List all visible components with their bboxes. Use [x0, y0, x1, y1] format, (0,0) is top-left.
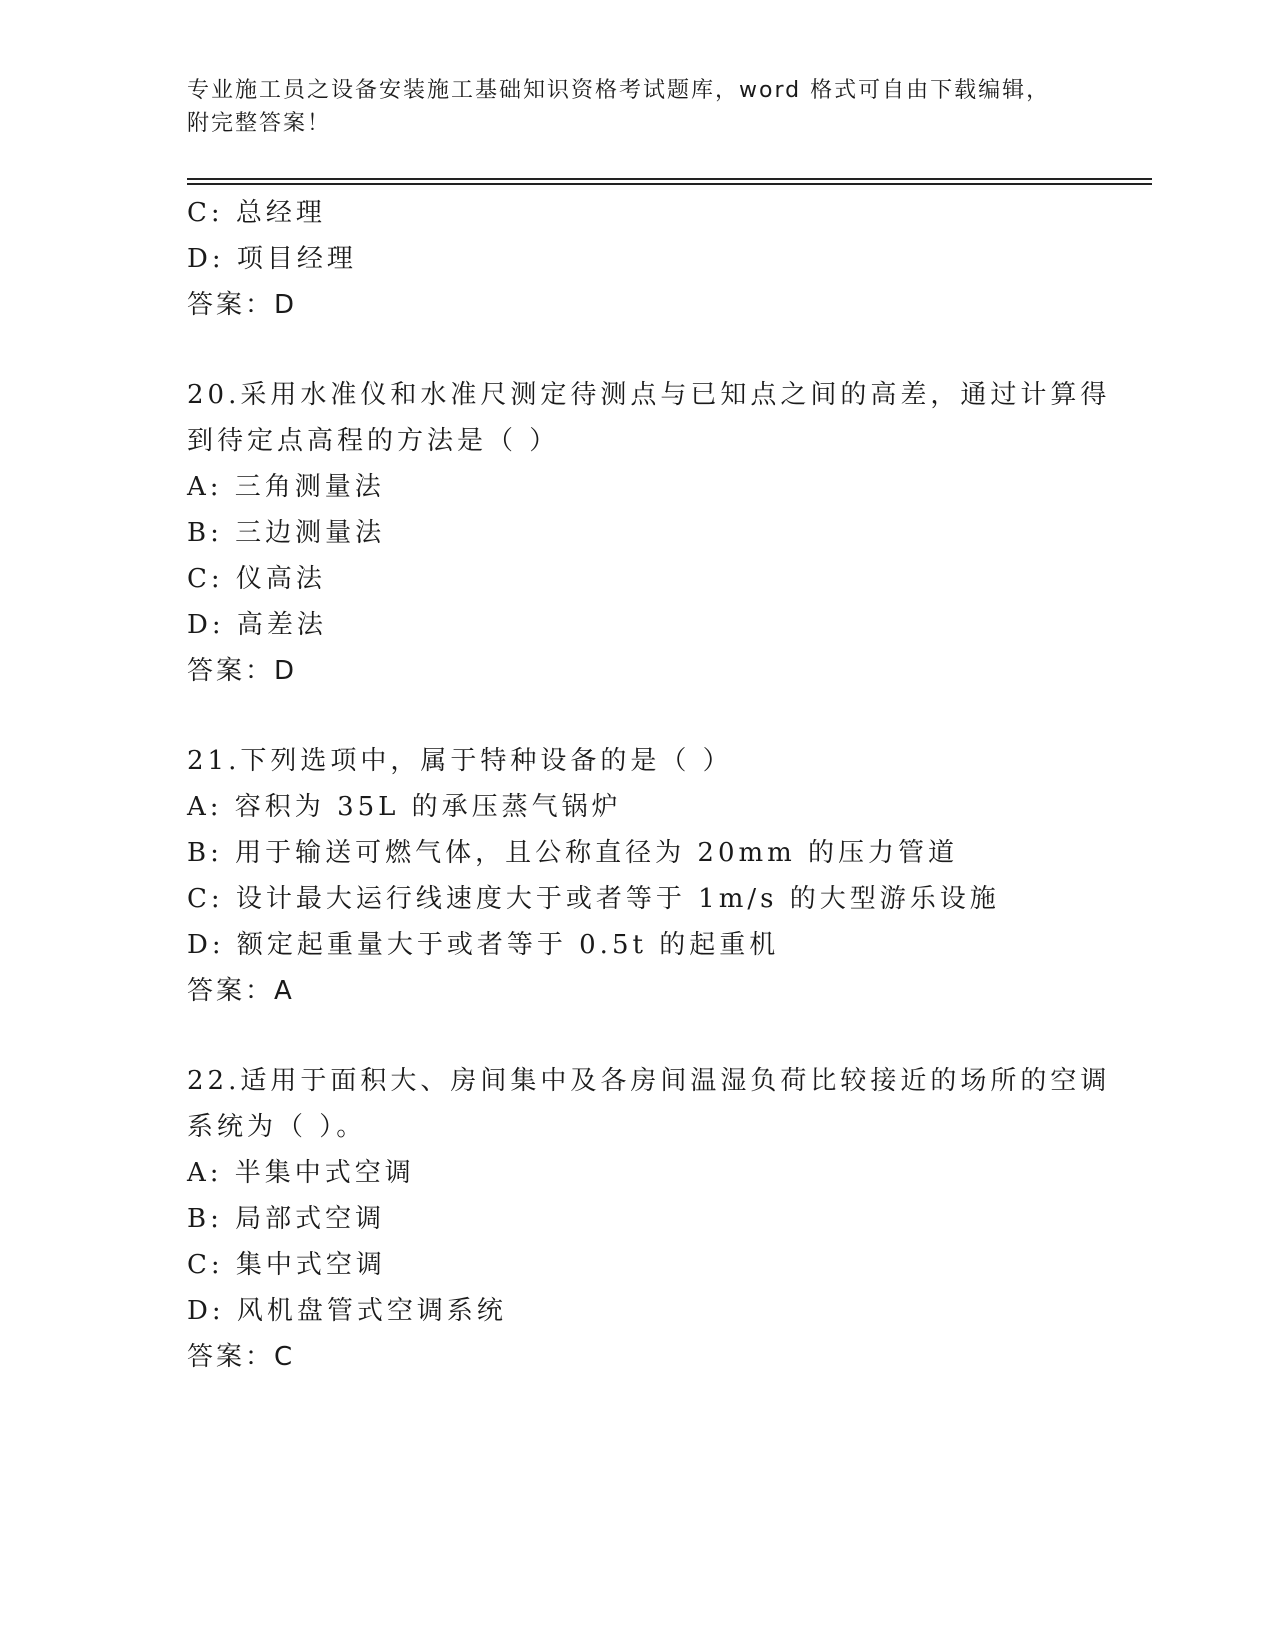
question-22: [187, 1058, 1111, 1380]
question-stem: 21.下列选项中，属于特种设备的是（ ）: [187, 746, 733, 776]
header-line-2: 附完整答案！: [187, 111, 332, 136]
option-d: D: 高差法: [187, 610, 327, 640]
question-prev: [187, 190, 1087, 328]
page-header: [187, 74, 1087, 140]
header-divider-bottom: [187, 183, 1152, 185]
option-a: A: 半集中式空调: [187, 1158, 415, 1188]
question-stem-continued: 系统为（ ）。: [187, 1112, 367, 1142]
option-b: B: 局部式空调: [187, 1204, 386, 1234]
answer: 答案：D: [187, 290, 298, 320]
answer: 答案：C: [187, 1342, 296, 1372]
option-c: C: 集中式空调: [187, 1250, 386, 1280]
option-a: A: 容积为 35L 的承压蒸气锅炉: [187, 792, 622, 822]
option-c: C: 仪高法: [187, 564, 326, 594]
header-line-1: 专业施工员之设备安装施工基础知识资格考试题库，word 格式可自由下载编辑，: [187, 78, 1051, 103]
question-21: [187, 738, 1087, 1014]
option-c: C: 设计最大运行线速度大于或者等于 1m/s 的大型游乐设施: [187, 884, 1000, 914]
option-d: D: 风机盘管式空调系统: [187, 1296, 507, 1326]
header-divider-top: [187, 178, 1152, 180]
option-b: B: 三边测量法: [187, 518, 386, 548]
question-stem: 22.适用于面积大、房间集中及各房间温湿负荷比较接近的场所的空调: [187, 1066, 1111, 1096]
question-stem: 20.采用水准仪和水准尺测定待测点与已知点之间的高差，通过计算得: [187, 380, 1111, 410]
option-b: B: 用于输送可燃气体，且公称直径为 20mm 的压力管道: [187, 838, 959, 868]
question-stem-continued: 到待定点高程的方法是（ ）: [187, 426, 560, 456]
answer: 答案：D: [187, 656, 298, 686]
question-list: [187, 190, 1111, 1380]
option-c: C: 总经理: [187, 198, 326, 228]
option-d: D: 额定起重量大于或者等于 0.5t 的起重机: [187, 930, 780, 960]
question-20: [187, 372, 1111, 694]
answer: 答案：A: [187, 976, 295, 1006]
option-a: A: 三角测量法: [187, 472, 385, 502]
option-d: D: 项目经理: [187, 244, 357, 274]
